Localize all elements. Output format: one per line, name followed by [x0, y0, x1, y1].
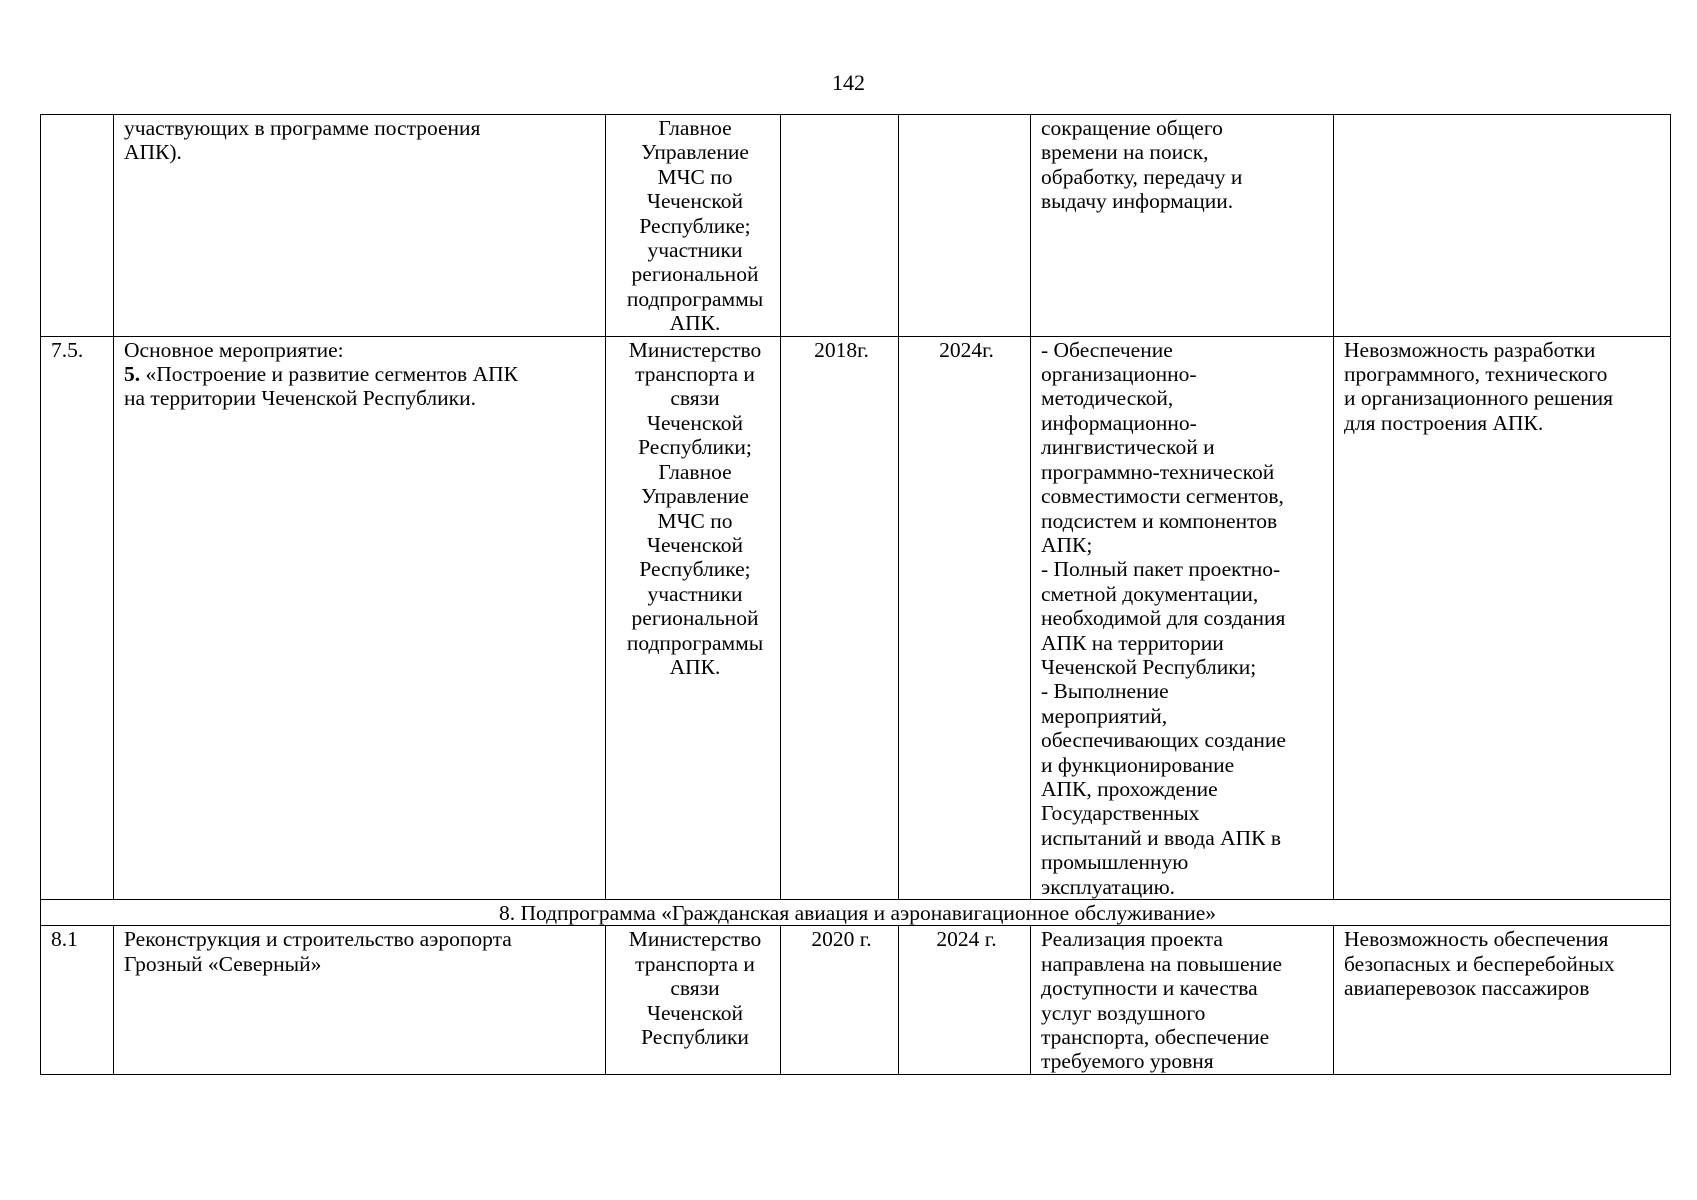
- result-line: промышленную: [1041, 850, 1189, 875]
- result-line: транспорта, обеспечение: [1041, 1025, 1270, 1050]
- result-line: АПК, прохождение: [1041, 776, 1218, 801]
- start-year: 2020 г.: [781, 926, 899, 1074]
- result-line: эксплуатацию.: [1041, 874, 1176, 899]
- executor-line: транспорта и: [635, 951, 755, 976]
- result-line: обработку, передачу и: [1041, 164, 1243, 189]
- expected-result: [1031, 336, 1334, 899]
- executor-line: связи: [670, 386, 720, 411]
- result-line: выдачу информации.: [1041, 189, 1234, 214]
- executor-line: Управление: [641, 140, 749, 165]
- result-line: - Выполнение: [1041, 679, 1169, 704]
- result-line: - Полный пакет проектно-: [1041, 557, 1281, 582]
- measure-title: «Построение и развитие сегментов АПК: [145, 362, 518, 387]
- executor: [606, 115, 781, 337]
- risk-line: авиаперевозок пассажиров: [1344, 976, 1590, 1001]
- executor-line: подпрограммы: [626, 630, 764, 655]
- start-year: 2018г.: [781, 336, 899, 899]
- risk-line: безопасных и бесперебойных: [1344, 951, 1615, 976]
- risk-consequences: [1334, 115, 1671, 337]
- end-year: 2024г.: [899, 336, 1031, 899]
- table-row: [41, 336, 1671, 899]
- executor-line: Министерство: [628, 927, 762, 952]
- risk-line: Невозможность обеспечения: [1344, 927, 1609, 952]
- executor-line: АПК.: [669, 311, 721, 336]
- measure-name-line: участвующих в программе построения: [124, 116, 481, 140]
- result-line: доступности и качества: [1041, 976, 1258, 1001]
- expected-result: [1031, 926, 1334, 1074]
- row-number: 8.1: [41, 926, 114, 1074]
- measure-name-line: АПК).: [124, 140, 182, 165]
- executor-line: Чеченской: [647, 410, 743, 435]
- measure-index: 5.: [124, 362, 141, 387]
- result-line: организационно-: [1041, 362, 1197, 387]
- result-line: АПК на территории: [1041, 630, 1224, 655]
- expected-result: [1031, 115, 1334, 337]
- measure-name-line: Реконструкция и строительство аэропорта: [124, 927, 512, 952]
- result-line: требуемого уровня: [1041, 1049, 1214, 1074]
- result-line: лингвистической и: [1041, 435, 1215, 460]
- table-row: [41, 115, 1671, 337]
- row-number: 7.5.: [41, 336, 114, 899]
- executor-line: участники: [647, 581, 743, 606]
- executor-line: связи: [670, 976, 720, 1001]
- risk-line: для построения АПК.: [1344, 410, 1544, 435]
- measure-name-line: на территории Чеченской Республики.: [124, 386, 476, 411]
- executor-line: региональной: [631, 262, 759, 287]
- executor-line: Республики: [641, 1025, 749, 1050]
- executor-line: МЧС по: [657, 508, 733, 533]
- result-line: подсистем и компонентов: [1041, 508, 1278, 533]
- risk-consequences: [1334, 926, 1671, 1074]
- result-line: направлена на повышение: [1041, 951, 1283, 976]
- result-line: совместимости сегментов,: [1041, 484, 1284, 509]
- end-year: [899, 115, 1031, 337]
- executor-line: Чеченской: [647, 1000, 743, 1025]
- table-row: [41, 926, 1671, 1074]
- result-line: сокращение общего: [1041, 116, 1223, 140]
- measure-name: [114, 336, 606, 899]
- page-number: 142: [832, 70, 865, 95]
- executor-line: Министерство: [628, 337, 762, 362]
- executor-line: Чеченской: [647, 189, 743, 214]
- result-line: методической,: [1041, 386, 1174, 411]
- result-line: мероприятий,: [1041, 703, 1168, 728]
- executor-line: участники: [647, 238, 743, 263]
- executor: [606, 336, 781, 899]
- executor-line: АПК.: [669, 654, 721, 679]
- result-line: Реализация проекта: [1041, 927, 1223, 952]
- executor-line: Управление: [641, 484, 749, 509]
- result-line: АПК;: [1041, 532, 1093, 557]
- end-year: 2024 г.: [899, 926, 1031, 1074]
- executor-line: Главное: [658, 459, 732, 484]
- executor-line: Главное: [658, 116, 732, 140]
- section-row: [41, 900, 1671, 926]
- section-title: 8. Подпрограмма «Гражданская авиация и аэронавигационное обслуживание»: [41, 900, 1671, 926]
- result-line: Чеченской Республики;: [1041, 654, 1257, 679]
- result-line: обеспечивающих создание: [1041, 728, 1286, 753]
- result-line: программно-технической: [1041, 459, 1275, 484]
- measure-name-line: Грозный «Северный»: [124, 951, 322, 976]
- risk-consequences: [1334, 336, 1671, 899]
- risk-line: Невозможность разработки: [1344, 337, 1596, 362]
- result-line: Государственных: [1041, 801, 1200, 826]
- result-line: и функционирование: [1041, 752, 1235, 777]
- risk-line: и организационного решения: [1344, 386, 1614, 411]
- result-line: времени на поиск,: [1041, 140, 1209, 165]
- result-line: - Обеспечение: [1041, 337, 1173, 362]
- risk-line: программного, технического: [1344, 362, 1608, 387]
- executor-line: подпрограммы: [626, 286, 764, 311]
- executor-line: МЧС по: [657, 164, 733, 189]
- start-year: [781, 115, 899, 337]
- executor-line: Чеченской: [647, 532, 743, 557]
- executor-line: Республике;: [639, 213, 751, 238]
- executor-line: Республике;: [639, 557, 751, 582]
- executor-line: региональной: [631, 606, 759, 631]
- row-number: [41, 115, 114, 337]
- result-line: необходимой для создания: [1041, 606, 1286, 631]
- result-line: испытаний и ввода АПК в: [1041, 825, 1282, 850]
- measure-name-line: [124, 362, 599, 386]
- executor-line: транспорта и: [635, 362, 755, 387]
- result-line: информационно-: [1041, 410, 1197, 435]
- measure-name: [114, 115, 606, 337]
- program-table: [40, 114, 1671, 1075]
- measure-name: [114, 926, 606, 1074]
- result-line: услуг воздушного: [1041, 1000, 1206, 1025]
- executor-line: Республики;: [638, 435, 752, 460]
- result-line: сметной документации,: [1041, 581, 1259, 606]
- executor: [606, 926, 781, 1074]
- measure-type: Основное мероприятие:: [124, 337, 344, 362]
